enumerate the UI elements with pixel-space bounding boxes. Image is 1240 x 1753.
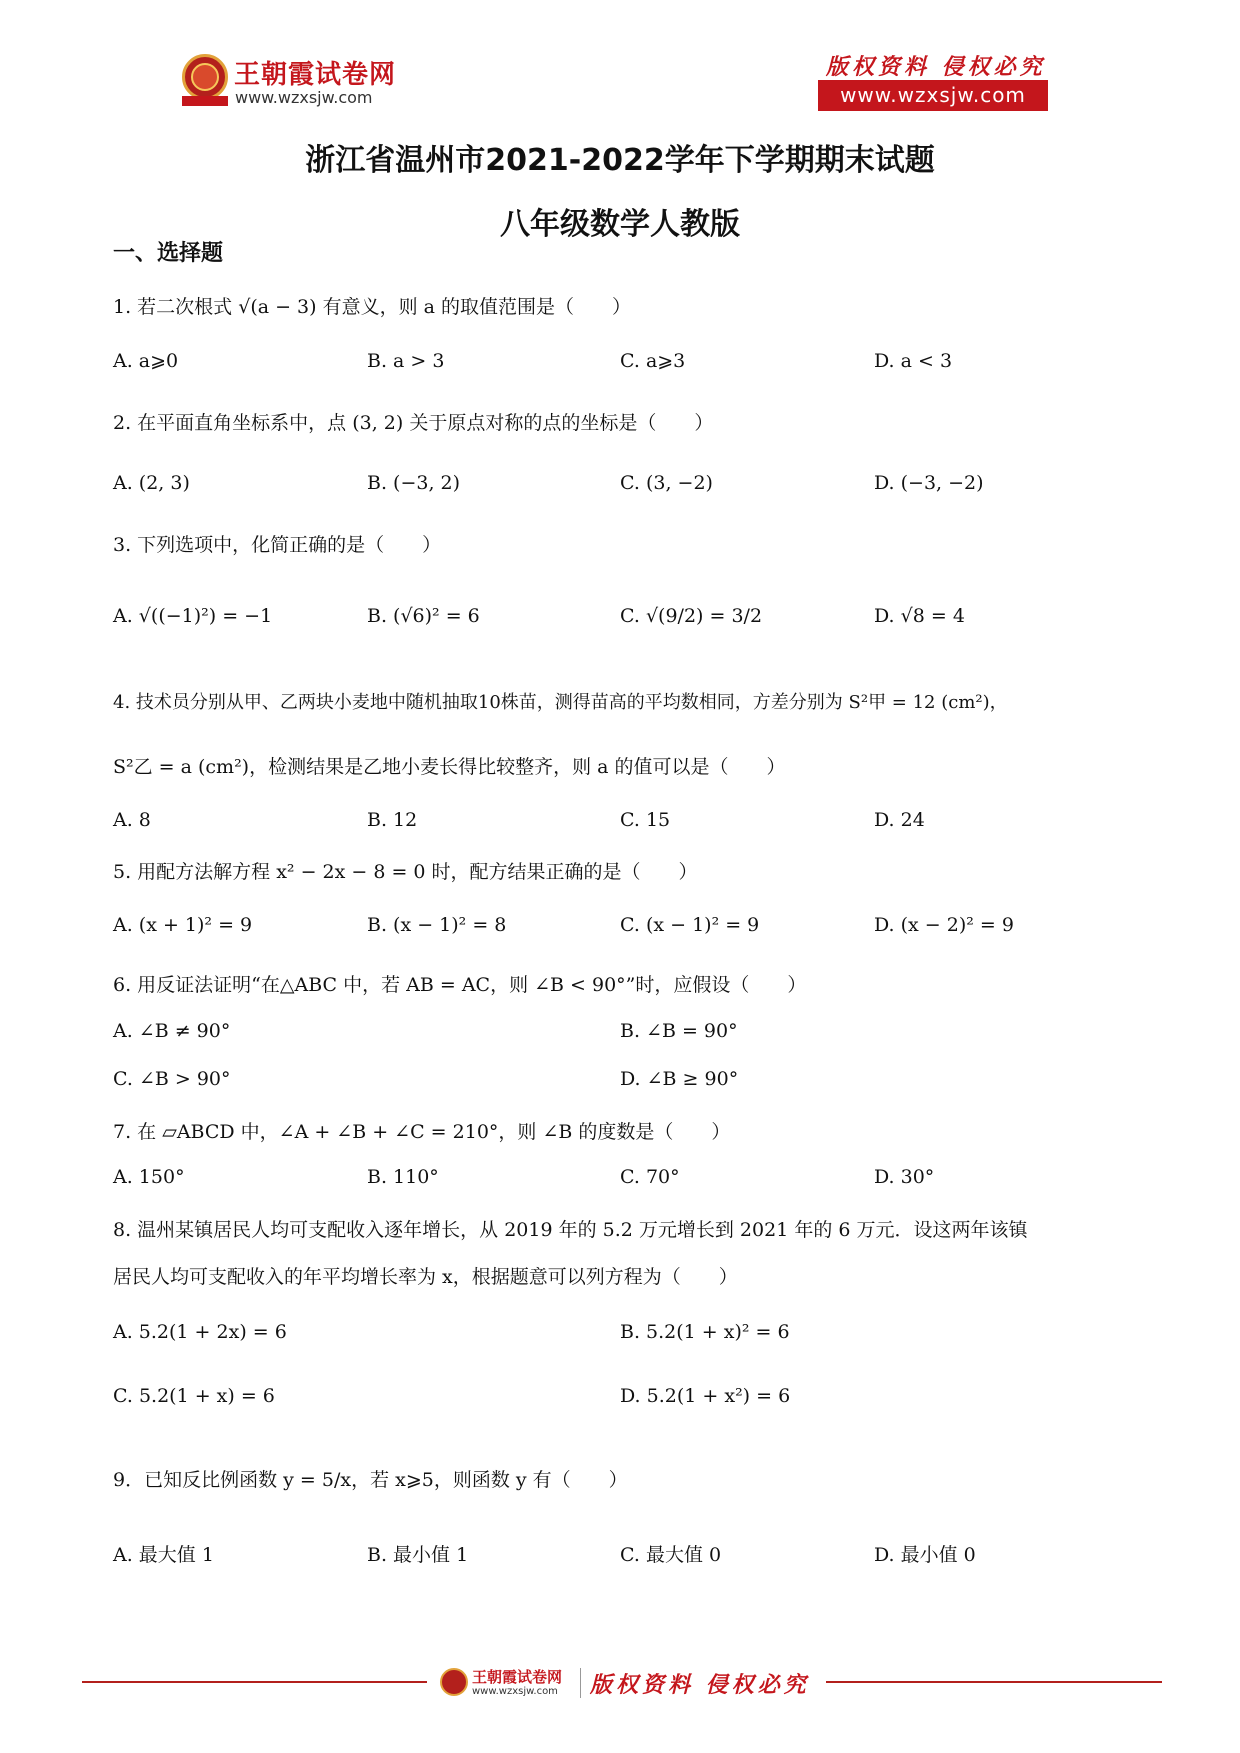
option-b: B. ∠B = 90° bbox=[620, 1020, 738, 1042]
option-c: C. 5.2(1 + x) = 6 bbox=[113, 1385, 275, 1407]
option-b: B. (√6)² = 6 bbox=[367, 605, 480, 627]
option-b: B. (x − 1)² = 8 bbox=[367, 914, 507, 936]
brand-name: 王朝霞试卷网 bbox=[234, 60, 397, 90]
question-stem: 1. 若二次根式 √(a − 3) 有意义，则 a 的取值范围是（ ） bbox=[113, 296, 632, 318]
option-b: B. (−3, 2) bbox=[367, 472, 461, 494]
footer-separator bbox=[580, 1668, 581, 1698]
brand-url: www.wzxsjw.com bbox=[235, 88, 373, 107]
option-c: C. 15 bbox=[620, 809, 671, 831]
copyright-text: 版权资料 侵权必究 bbox=[826, 54, 1046, 80]
option-b: B. 12 bbox=[367, 809, 418, 831]
seal-icon bbox=[182, 54, 228, 100]
copyright-block bbox=[818, 50, 1052, 114]
option-b: B. a > 3 bbox=[367, 350, 445, 372]
option-d: D. 5.2(1 + x²) = 6 bbox=[620, 1385, 791, 1407]
footer-seal-icon bbox=[440, 1668, 468, 1696]
option-c: C. a⩾3 bbox=[620, 350, 686, 372]
footer-brand-name: 王朝霞试卷网 bbox=[472, 1668, 563, 1686]
option-c: C. 最大值 0 bbox=[620, 1544, 722, 1566]
question-stem: 4. 技术员分别从甲、乙两块小麦地中随机抽取10株苗，测得苗高的平均数相同，方差分别为 S²甲 = 12 (cm²)， bbox=[113, 692, 1008, 713]
option-a: A. ∠B ≠ 90° bbox=[113, 1020, 231, 1042]
footer-divider-left bbox=[82, 1681, 427, 1683]
option-d: D. √8 = 4 bbox=[874, 605, 965, 627]
option-a: A. (2, 3) bbox=[113, 472, 190, 494]
option-b: B. 5.2(1 + x)² = 6 bbox=[620, 1321, 790, 1343]
question-stem: 8. 温州某镇居民人均可支配收入逐年增长，从 2019 年的 5.2 万元增长到 2021 年的 6 万元．设这两年该镇 bbox=[113, 1219, 1028, 1241]
option-a: A. 150° bbox=[113, 1166, 185, 1188]
question-stem: 6. 用反证法证明“在△ABC 中，若 AB = AC，则 ∠B < 90°”时，应假设（ ） bbox=[113, 974, 807, 996]
option-d: D. 24 bbox=[874, 809, 925, 831]
footer-divider-right bbox=[826, 1681, 1162, 1683]
question-stem: 7. 在 ▱ABCD 中，∠A + ∠B + ∠C = 210°，则 ∠B 的度数是（ ） bbox=[113, 1121, 731, 1143]
option-a: A. √((−1)²) = −1 bbox=[113, 605, 273, 627]
exam-subtitle: 八年级数学人教版 bbox=[500, 207, 740, 242]
option-a: A. 8 bbox=[113, 809, 151, 831]
section-heading: 一、选择题 bbox=[113, 241, 224, 266]
option-a: A. 5.2(1 + 2x) = 6 bbox=[113, 1321, 287, 1343]
footer-copyright: 版权资料 侵权必究 bbox=[590, 1672, 810, 1698]
option-c: C. ∠B > 90° bbox=[113, 1068, 231, 1090]
question-stem: 5. 用配方法解方程 x² − 2x − 8 = 0 时，配方结果正确的是（ ） bbox=[113, 861, 698, 883]
question-stem-continued: 居民人均可支配收入的年平均增长率为 x，根据题意可以列方程为（ ） bbox=[113, 1266, 738, 1288]
option-a: A. (x + 1)² = 9 bbox=[113, 914, 253, 936]
option-d: D. (x − 2)² = 9 bbox=[874, 914, 1014, 936]
site-url-banner: www.wzxsjw.com bbox=[818, 80, 1048, 111]
option-c: C. (x − 1)² = 9 bbox=[620, 914, 760, 936]
brand-logo bbox=[182, 52, 422, 114]
footer-brand bbox=[440, 1664, 825, 1704]
question-stem: 2. 在平面直角坐标系中，点 (3, 2) 关于原点对称的点的坐标是（ ） bbox=[113, 412, 714, 434]
option-c: C. (3, −2) bbox=[620, 472, 713, 494]
exam-title: 浙江省温州市2021-2022学年下学期期末试题 bbox=[305, 143, 935, 178]
option-c: C. 70° bbox=[620, 1166, 680, 1188]
question-stem: 9．已知反比例函数 y = 5/x，若 x⩾5，则函数 y 有（ ） bbox=[113, 1469, 628, 1491]
seal-ribbon bbox=[182, 96, 228, 106]
option-a: A. 最大值 1 bbox=[113, 1544, 214, 1566]
option-b: B. 最小值 1 bbox=[367, 1544, 469, 1566]
option-a: A. a⩾0 bbox=[113, 350, 179, 372]
option-d: D. a < 3 bbox=[874, 350, 953, 372]
option-c: C. √(9/2) = 3/2 bbox=[620, 605, 763, 627]
option-d: D. 最小值 0 bbox=[874, 1544, 976, 1566]
footer-brand-url: www.wzxsjw.com bbox=[472, 1686, 558, 1697]
option-d: D. (−3, −2) bbox=[874, 472, 984, 494]
option-d: D. ∠B ≥ 90° bbox=[620, 1068, 739, 1090]
option-b: B. 110° bbox=[367, 1166, 439, 1188]
option-d: D. 30° bbox=[874, 1166, 935, 1188]
question-stem-continued: S²乙 = a (cm²)，检测结果是乙地小麦长得比较整齐，则 a 的值可以是（ ） bbox=[113, 756, 786, 778]
question-stem: 3. 下列选项中，化简正确的是（ ） bbox=[113, 534, 442, 556]
